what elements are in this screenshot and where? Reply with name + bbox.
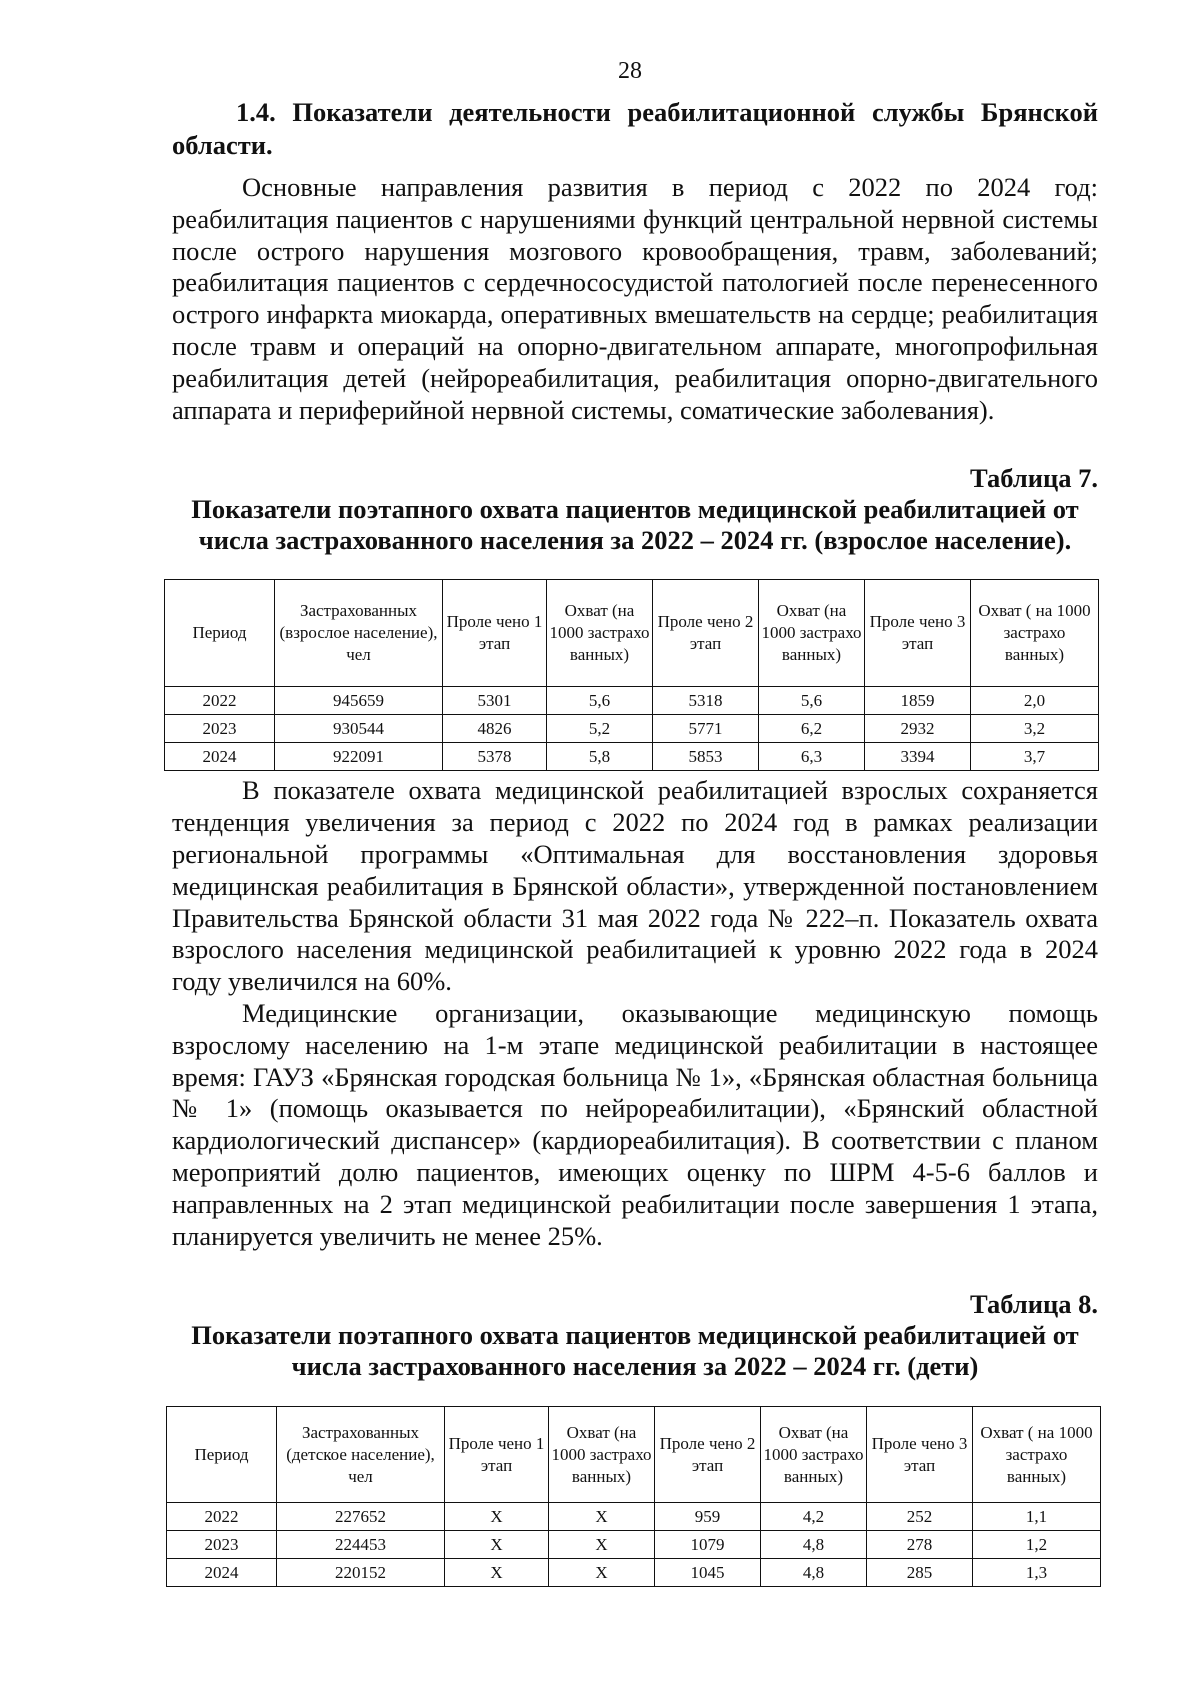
table-cell: Х	[549, 1531, 655, 1559]
table-cell: 5,6	[759, 687, 865, 715]
table7-header-cell: Охват (на 1000 застрахо ванных)	[759, 580, 865, 687]
table-cell: 4,2	[761, 1503, 867, 1531]
table-row	[167, 1559, 1101, 1587]
table7-header-cell: Проле чено 3 этап	[865, 580, 971, 687]
table-cell: Х	[445, 1559, 549, 1587]
table-cell: 4,8	[761, 1559, 867, 1587]
table8-header-cell: Охват (на 1000 застрахо ванных)	[761, 1407, 867, 1503]
table-cell: 5378	[443, 743, 547, 771]
table-row	[165, 687, 1099, 715]
table-cell: 2,0	[971, 687, 1099, 715]
table-cell: 6,2	[759, 715, 865, 743]
table-cell: 2932	[865, 715, 971, 743]
table7-header-cell: Проле чено 1 этап	[443, 580, 547, 687]
table8	[166, 1406, 1101, 1587]
table-row	[165, 715, 1099, 743]
table-cell: 285	[867, 1559, 973, 1587]
table-cell: 224453	[277, 1531, 445, 1559]
table8-header-cell: Период	[167, 1407, 277, 1503]
paragraph-trend: В показателе охвата медицинской реабилитацией взрослых сохраняется тенденция увеличения за период с 2022 по 2024 год в рамках реализации региональной программы «Оптимальная для восстановления здоровья медицинская реабилитация в Брянской области», утвержденной постановлением Правительства Брянской области 31 мая 2022 года № 222–п. Показатель охвата взрослого населения медицинской реабилитацией к уровню 2022 года в 2024 году увеличился на 60%.	[172, 775, 1098, 997]
table-cell: 5318	[653, 687, 759, 715]
table-cell: 945659	[275, 687, 443, 715]
table-cell: 4826	[443, 715, 547, 743]
table-cell: 1,2	[973, 1531, 1101, 1559]
table8-header-cell: Проле чено 3 этап	[867, 1407, 973, 1503]
table-cell: 5771	[653, 715, 759, 743]
section-heading: 1.4. Показатели деятельности реабилитационной службы Брянской области.	[172, 97, 1098, 160]
table-cell: 3,7	[971, 743, 1099, 771]
table-cell: 2022	[167, 1503, 277, 1531]
paragraph-organizations: Медицинские организации, оказывающие медицинскую помощь взрослому населению на 1-м этапе медицинской реабилитации в настоящее время: ГАУЗ «Брянская городская больница № 1», «Брянская областная больница № 1» (помощь оказывается по нейрореабилитации), «Брянский областной кардиологический диспансер» (кардиореабилитация). В соответствии с планом мероприятий долю пациентов, имеющих оценку по ШРМ 4-5-6 баллов и направленных на 2 этап медицинской реабилитации после завершения 1 этапа, планируется увеличить не менее 25%.	[172, 997, 1098, 1251]
table-cell: 2022	[165, 687, 275, 715]
table7	[164, 579, 1099, 771]
table-cell: 1,3	[973, 1559, 1101, 1587]
table-cell: 959	[655, 1503, 761, 1531]
table-cell: 922091	[275, 743, 443, 771]
table8-header-cell: Охват (на 1000 застрахо ванных)	[549, 1407, 655, 1503]
table-cell: 4,8	[761, 1531, 867, 1559]
table-cell: 1045	[655, 1559, 761, 1587]
paragraph-directions: Основные направления развития в период с 2022 по 2024 год: реабилитация пациентов с нарушениями функций центральной нервной системы после острого нарушения мозгового кровообращения, травм, заболеваний; реабилитация пациентов с сердечнососудистой патологией после перенесенного острого инфаркта миокарда, оперативных вмешательств на сердце; реабилитация после травм и операций на опорно-двигательном аппарате, многопрофильная реабилитация детей (нейрореабилитация, реабилитация опорно-двигательного аппарата и периферийной нервной системы, соматические заболевания).	[172, 172, 1098, 425]
table8-header-cell: Проле чено 2 этап	[655, 1407, 761, 1503]
table7-header-cell: Застрахованных (взрослое население), чел	[275, 580, 443, 687]
table8-header-row	[167, 1407, 1101, 1503]
table-cell: 6,3	[759, 743, 865, 771]
table8-header-cell: Застрахованных (детское население), чел	[277, 1407, 445, 1503]
table-cell: 3394	[865, 743, 971, 771]
table-cell: 5,8	[547, 743, 653, 771]
table-cell: Х	[445, 1531, 549, 1559]
table7-header-cell: Период	[165, 580, 275, 687]
table-cell: 2024	[165, 743, 275, 771]
table-cell: 5301	[443, 687, 547, 715]
table7-header-cell: Охват (на 1000 застрахо ванных)	[547, 580, 653, 687]
table-row	[167, 1531, 1101, 1559]
page-number: 28	[618, 58, 642, 84]
table-cell: Х	[549, 1503, 655, 1531]
table8-header-cell: Охват ( на 1000 застрахо ванных)	[973, 1407, 1101, 1503]
table-cell: 227652	[277, 1503, 445, 1531]
table-cell: 1859	[865, 687, 971, 715]
table-cell: 930544	[275, 715, 443, 743]
table-cell: 1079	[655, 1531, 761, 1559]
table-cell: Х	[445, 1503, 549, 1531]
table-cell: 3,2	[971, 715, 1099, 743]
table-cell: Х	[549, 1559, 655, 1587]
table-cell: 1,1	[973, 1503, 1101, 1531]
table-cell: 2023	[165, 715, 275, 743]
table-row	[165, 743, 1099, 771]
table-cell: 5,2	[547, 715, 653, 743]
table-cell: 2023	[167, 1531, 277, 1559]
table7-label: Таблица 7.	[969, 463, 1098, 494]
table-cell: 5853	[653, 743, 759, 771]
page-content	[172, 96, 1098, 1587]
table8-label: Таблица 8.	[969, 1289, 1098, 1320]
table-cell: 220152	[277, 1559, 445, 1587]
table-cell: 252	[867, 1503, 973, 1531]
table-cell: 2024	[167, 1559, 277, 1587]
table-cell: 5,6	[547, 687, 653, 715]
table8-header-cell: Проле чено 1 этап	[445, 1407, 549, 1503]
table7-header-row	[165, 580, 1099, 687]
table7-title: Показатели поэтапного охвата пациентов медицинской реабилитацией от числа застрахованного населения за 2022 – 2024 гг. (взрослое население).	[191, 494, 1079, 556]
table7-header-cell: Охват ( на 1000 застрахо ванных)	[971, 580, 1099, 687]
table8-title: Показатели поэтапного охвата пациентов медицинской реабилитацией от числа застрахованного населения за 2022 – 2024 гг. (дети)	[191, 1320, 1079, 1382]
table-row	[167, 1503, 1101, 1531]
table7-header-cell: Проле чено 2 этап	[653, 580, 759, 687]
table-cell: 278	[867, 1531, 973, 1559]
